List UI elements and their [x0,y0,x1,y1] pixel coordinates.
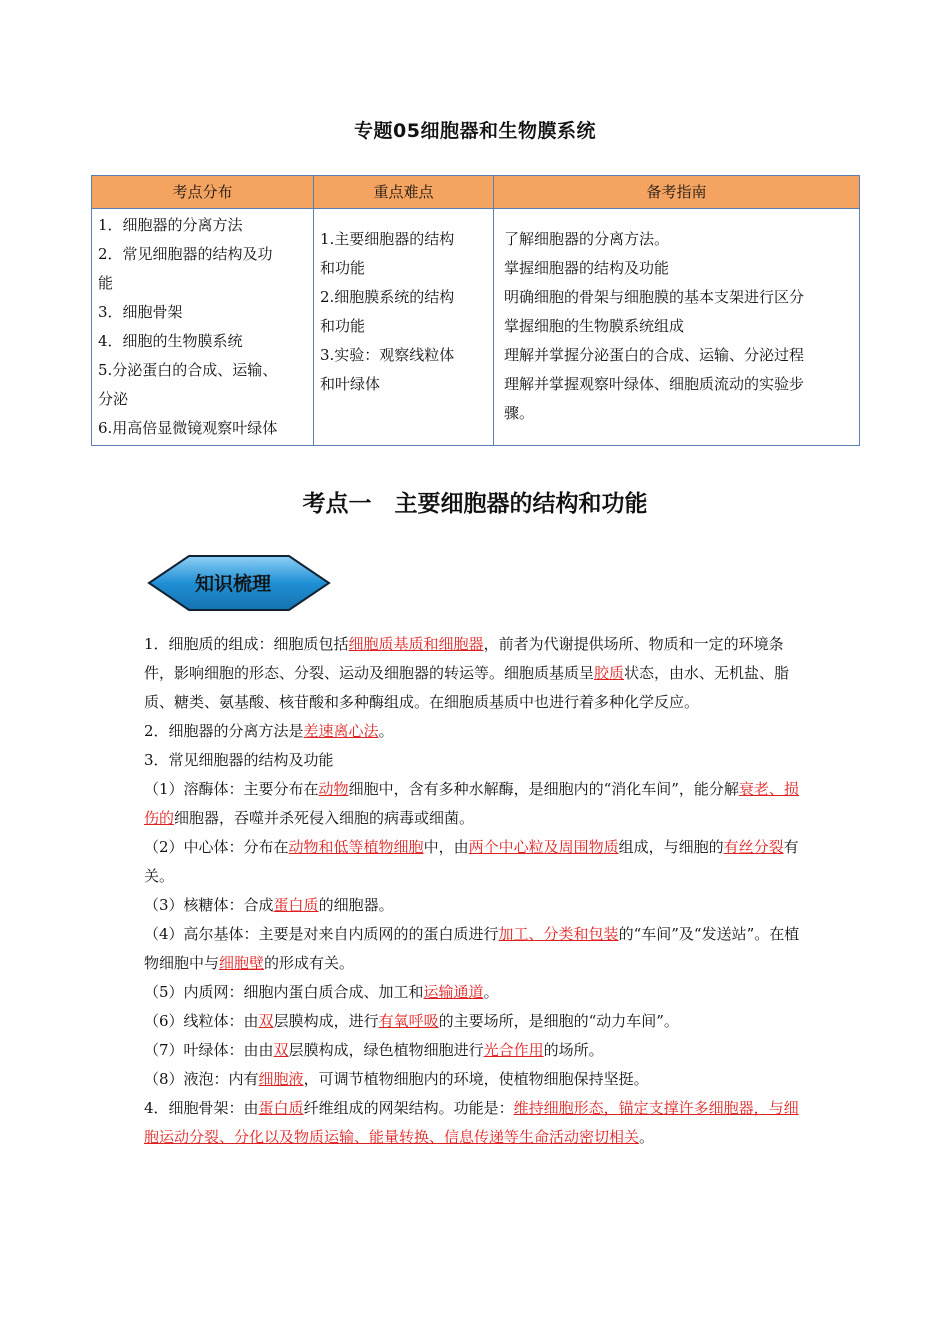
guide-line: 骤。 [504,404,535,422]
guide-line: 理解并掌握分泌蛋白的合成、运输、分泌过程 [504,346,805,364]
exam-point-line: 3．细胞骨架 [98,303,183,321]
content-paragraph [144,1036,808,1065]
paragraph-text: （7）叶绿体：由由 [144,1041,274,1059]
highlighted-term: 差速离心法 [303,722,379,740]
highlighted-term: 有氧呼吸 [378,1012,439,1030]
section-title: 考点一 主要细胞器的结构和功能 [302,491,648,517]
content-paragraph [144,1007,808,1036]
paragraph-text: 的场所。 [543,1041,604,1059]
knowledge-content [144,630,808,1152]
guide-line: 了解细胞器的分离方法。 [504,230,670,248]
guide-line: 掌握细胞器的结构及功能 [504,259,670,277]
highlighted-term: 细胞质基质和细胞器 [348,635,484,653]
content-paragraph [144,920,808,978]
guide-line: 理解并掌握观察叶绿体、细胞质流动的实验步 [504,375,805,393]
guide-line: 明确细胞的骨架与细胞膜的基本支架进行区分 [504,288,805,306]
difficulty-line: 和功能 [320,259,366,277]
exam-points-cell [92,209,314,446]
paragraph-text: （8）液泡：内有 [144,1070,259,1088]
content-paragraph [144,1094,808,1152]
highlighted-term: 运输通道 [423,983,484,1001]
header-key-difficulties: 重点难点 [314,176,494,209]
content-paragraph [144,1065,808,1094]
exam-point-line: 6.用高倍显微镜观察叶绿体 [98,419,278,437]
guide-line: 掌握细胞的生物膜系统组成 [504,317,685,335]
paragraph-text: 的形成有关。 [264,954,355,972]
paragraph-text: （1）溶酶体：主要分布在 [144,780,319,798]
paragraph-text: （5）内质网：细胞内蛋白质合成、加工和 [144,983,424,1001]
content-paragraph [144,978,808,1007]
paragraph-text: 的细胞器。 [318,896,394,914]
study-guide-cell [494,209,860,446]
header-exam-points: 考点分布 [92,176,314,209]
highlighted-term: 衰老、损伤的 [144,780,799,827]
difficulty-line: 和功能 [320,317,366,335]
content-paragraph [144,775,808,833]
overview-table [91,175,860,446]
difficulty-line: 2.细胞膜系统的结构 [320,288,455,306]
paragraph-text: 4．细胞骨架：由 [144,1099,259,1117]
highlighted-term: 动物和低等植物细胞 [288,838,424,856]
paragraph-text: 细胞器，吞噬并杀死侵入细胞的病毒或细菌。 [174,809,475,827]
highlighted-term: 维持细胞形态，锚定支撑许多细胞器，与细胞运动分裂、分化以及物质运输、能量转换、信息传递等生命活动密切相关 [144,1099,799,1146]
paragraph-text: 层膜构成，绿色植物细胞进行 [288,1041,484,1059]
highlighted-term: 双 [273,1041,289,1059]
highlighted-term: 蛋白质 [273,896,319,914]
paragraph-text: ，前者为代谢提供场所、物质和一定的环境条件，影响细胞的形态、分裂、运动及细胞器的转运等。细胞质基质呈 [144,635,784,682]
paragraph-text: （6）线粒体：由 [144,1012,259,1030]
paragraph-text: （3）核糖体：合成 [144,896,274,914]
paragraph-text: 。 [483,983,499,1001]
exam-point-line: 能 [98,274,114,292]
difficulty-line: 3.实验：观察线粒体 [320,346,455,364]
key-difficulties-cell [314,209,494,446]
paragraph-text: 。 [639,1128,655,1146]
highlighted-term: 双 [258,1012,274,1030]
paragraph-text: 。 [378,722,394,740]
paragraph-text: （2）中心体：分布在 [144,838,289,856]
paragraph-text: 层膜构成，进行 [273,1012,379,1030]
content-paragraph [144,833,808,891]
exam-point-line: 5.分泌蛋白的合成、运输、 [98,361,278,379]
paragraph-text: 有关。 [144,838,799,885]
content-paragraph [144,717,808,746]
page-title: 专题05细胞器和生物膜系统 [354,120,596,142]
paragraph-text: 3．常见细胞器的结构及功能 [144,751,334,769]
exam-point-line: 2．常见细胞器的结构及功 [98,245,273,263]
paragraph-text: （4）高尔基体：主要是对来自内质网的的蛋白质进行 [144,925,499,943]
highlighted-term: 胶质 [594,664,625,682]
paragraph-text: 状态，由水、无机盐、脂质、糖类、氨基酸、核苷酸和多种酶组成。在细胞质基质中也进行着多种化学反应。 [144,664,790,711]
paragraph-text: ，可调节植物细胞内的环境，使植物细胞保持坚挺。 [303,1070,649,1088]
paragraph-text: 中，由 [423,838,469,856]
exam-point-line: 4．细胞的生物膜系统 [98,332,243,350]
highlighted-term: 光合作用 [483,1041,544,1059]
paragraph-text: 纤维组成的网架结构。功能是： [303,1099,514,1117]
highlighted-term: 细胞壁 [219,954,265,972]
paragraph-text: 组成，与细胞的 [618,838,724,856]
exam-point-line: 分泌 [98,390,129,408]
highlighted-term: 动物 [318,780,349,798]
badge-label: 知识梳理 [194,573,272,595]
highlighted-term: 蛋白质 [258,1099,304,1117]
highlighted-term: 有丝分裂 [723,838,784,856]
content-paragraph [144,746,808,775]
highlighted-term: 加工、分类和包装 [498,925,619,943]
header-study-guide: 备考指南 [494,176,860,209]
content-paragraph [144,630,808,717]
paragraph-text: 的主要场所，是细胞的“动力车间”。 [438,1012,679,1030]
paragraph-text: 的“车间”及“发送站”。在植物细胞中与 [144,925,800,972]
paragraph-text: 2．细胞器的分离方法是 [144,722,304,740]
highlighted-term: 两个中心粒及周围物质 [468,838,619,856]
knowledge-badge [145,553,333,613]
paragraph-text: 1．细胞质的组成：细胞质包括 [144,635,349,653]
highlighted-term: 细胞液 [258,1070,304,1088]
exam-point-line: 1．细胞器的分离方法 [98,216,243,234]
difficulty-line: 和叶绿体 [320,375,381,393]
paragraph-text: 细胞中，含有多种水解酶，是细胞内的“消化车间”，能分解 [348,780,739,798]
difficulty-line: 1.主要细胞器的结构 [320,230,455,248]
content-paragraph [144,891,808,920]
